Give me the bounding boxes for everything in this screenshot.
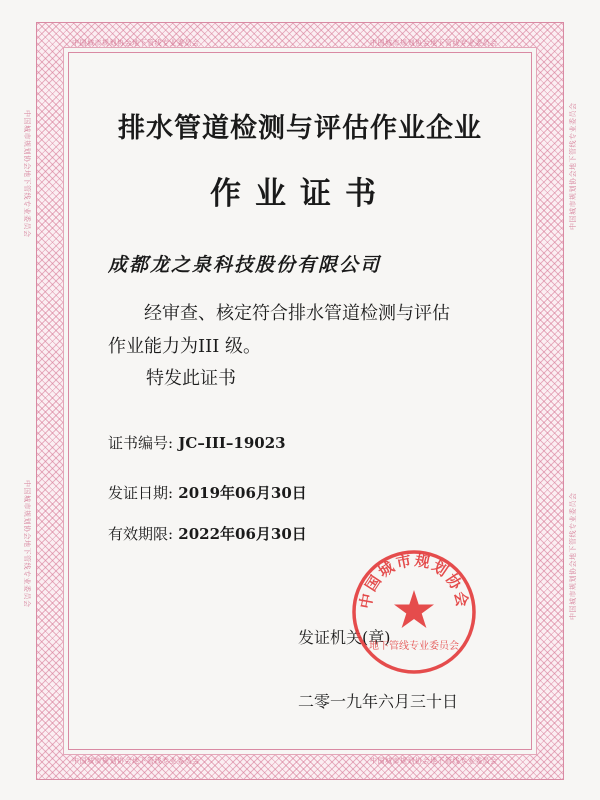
valid-until-label: 有效期限: (108, 525, 174, 543)
cert-number-field (108, 432, 286, 453)
issue-date-chinese: 二零一九年六月三十日 (298, 692, 459, 711)
seal-star-icon (394, 590, 434, 628)
seal-outer-text: 中国城市规划协会 (356, 551, 472, 611)
certificate-subtitle: 作业证书 (210, 176, 390, 212)
border-microtext: 中国城市规划协会地下管线专业委员会 (72, 39, 200, 47)
border-microtext: 中国城市规划协会地下管线专业委员会 (569, 102, 577, 230)
statement-line: 经审查、核定符合排水管道检测与评估 (144, 303, 450, 324)
issue-date-value: 2019年06月30日 (178, 484, 307, 502)
cert-number-label: 证书编号: (108, 434, 174, 452)
certificate-statement (108, 297, 488, 363)
border-microtext: 中国城市规划协会地下管线专业委员会 (23, 480, 31, 608)
border-microtext: 中国城市规划协会地下管线专业委员会 (72, 757, 200, 765)
seal-inner-text: 地下管线专业委员会 (369, 641, 459, 652)
statement-line: 作业能力为III 级。 (108, 336, 262, 357)
issuing-authority: 发证机关(章) (298, 628, 391, 647)
cert-number-value: JC–III–19023 (178, 434, 286, 452)
company-name: 成都龙之泉科技股份有限公司 (108, 254, 382, 276)
valid-until-value: 2022年06月30日 (178, 525, 307, 543)
official-seal-stamp (350, 548, 478, 676)
certificate-title: 排水管道检测与评估作业企业 (118, 113, 482, 144)
border-microtext: 中国城市规划协会地下管线专业委员会 (370, 39, 498, 47)
valid-until-field (108, 523, 307, 544)
border-microtext: 中国城市规划协会地下管线专业委员会 (569, 492, 577, 620)
issue-date-field (108, 482, 307, 503)
issue-date-label: 发证日期: (108, 484, 174, 502)
border-microtext: 中国城市规划协会地下管线专业委员会 (370, 757, 498, 765)
border-microtext: 中国城市规划协会地下管线专业委员会 (23, 110, 31, 238)
issuance-note: 特发此证书 (146, 368, 236, 389)
